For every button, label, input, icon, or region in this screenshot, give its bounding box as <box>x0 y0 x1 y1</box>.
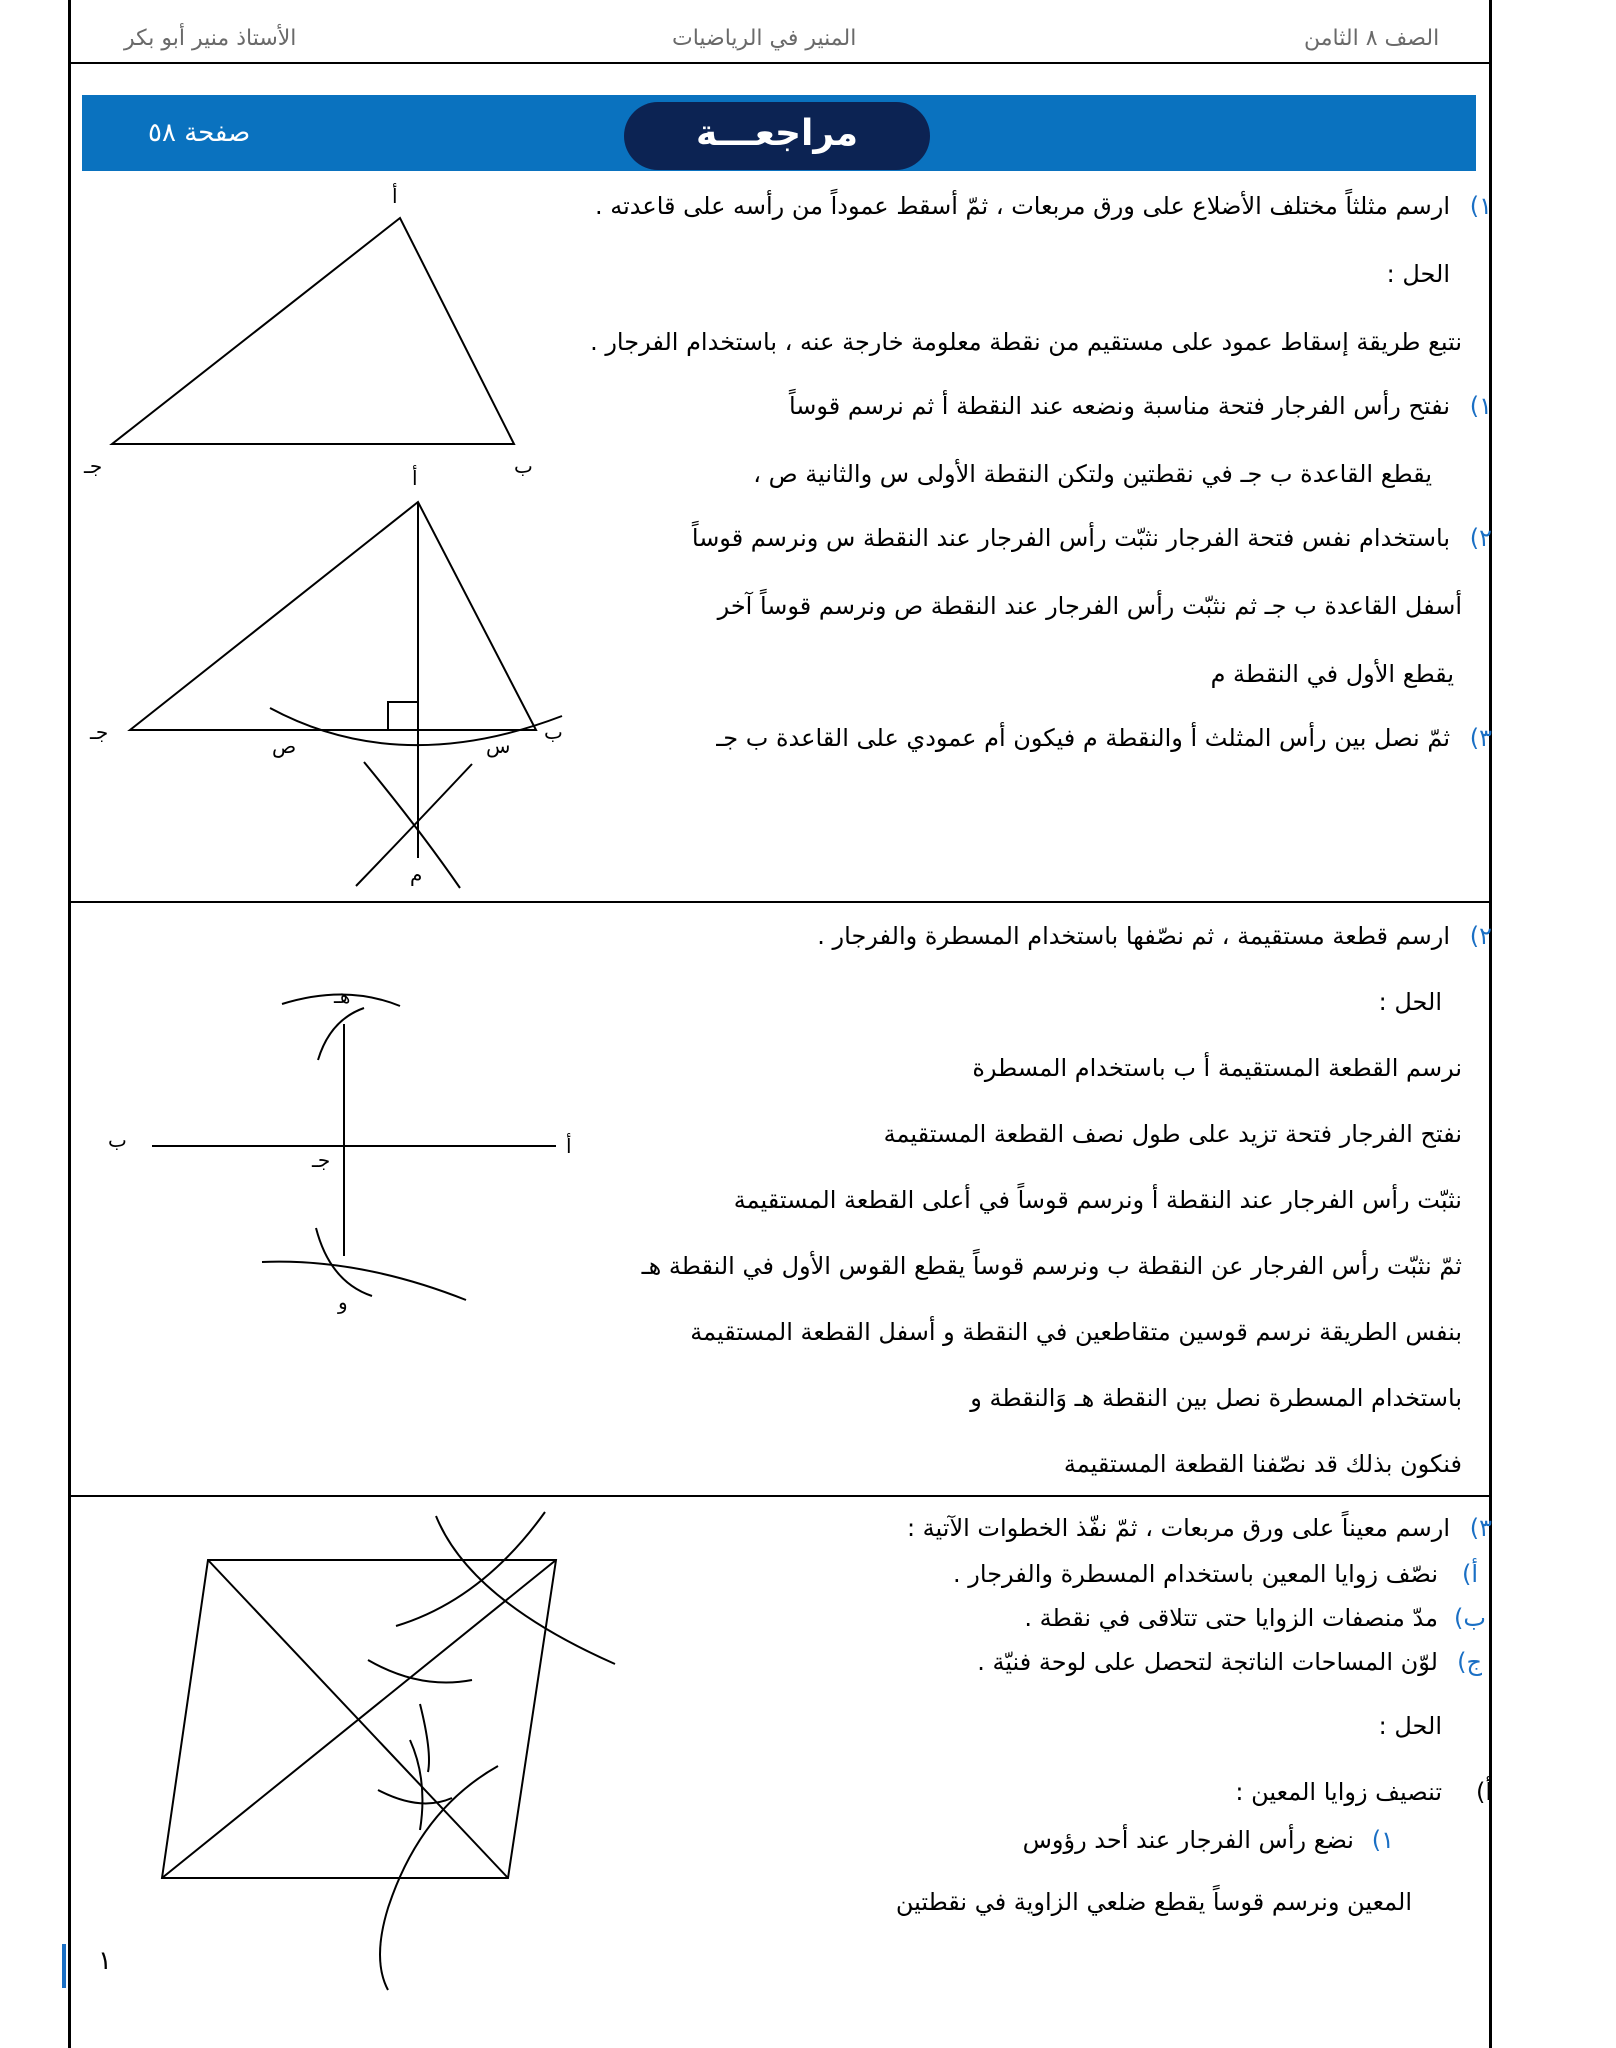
header-book-title: المنير في الرياضيات <box>672 26 857 51</box>
q3-task-b: مدّ منصفات الزوايا حتى تتلاقى في نقطة . <box>1024 1604 1438 1632</box>
q1-step2-line2: أسفل القاعدة ب جـ ثم نثبّت رأس الفرجار عند النقطة ص ونرسم قوساً آخر <box>717 592 1462 620</box>
fig4-arc <box>368 1660 472 1683</box>
q3-step1-line1: نضع رأس الفرجار عند أحد رؤوس <box>1022 1826 1354 1854</box>
q3-part-a-title: تنصيف زوايا المعين : <box>1235 1778 1442 1806</box>
q2-step-line: نفتح الفرجار فتحة تزيد على طول نصف القطعة المستقيمة <box>883 1120 1462 1148</box>
q2-solution-label: الحل : <box>1378 988 1442 1016</box>
q1-solution-label: الحل : <box>1386 260 1450 288</box>
q2-step-line: فنكون بذلك قد نصّفنا القطعة المستقيمة <box>1063 1450 1462 1478</box>
q1-step3-number: ٣) <box>1469 724 1492 752</box>
footer-page-number: ١ <box>98 1946 112 1976</box>
q1-step1-line1: نفتح رأس الفرجار فتحة مناسبة ونضعه عند النقطة أ ثم نرسم قوساً <box>788 392 1450 420</box>
fig3-arc-lower-b <box>262 1262 466 1300</box>
fig2-label-b: ب <box>544 720 563 744</box>
q2-step-line: باستخدام المسطرة نصل بين النقطة هـ وَالنقطة و <box>970 1384 1462 1412</box>
q1-step3: ثمّ نصل بين رأس المثلث أ والنقطة م فيكون أم عمودي على القاعدة ب جـ <box>716 724 1450 752</box>
fig4-arc <box>420 1704 429 1772</box>
fig1-label-j: جـ <box>84 454 103 478</box>
q2-step-line: بنفس الطريقة نرسم قوسين متقاطعين في النقطة و أسفل القطعة المستقيمة <box>690 1318 1462 1346</box>
fig3-label-b: ب <box>108 1128 127 1152</box>
q3-task-c-label: ج) <box>1457 1648 1482 1676</box>
fig3-label-j: جـ <box>312 1148 331 1172</box>
q1-step1-number: ١) <box>1469 392 1492 420</box>
q3-part-a-label: أ) <box>1475 1778 1492 1806</box>
fig2-right-angle-mark <box>388 702 418 730</box>
q3-task-c: لوّن المساحات الناتجة لتحصل على لوحة فنيّة . <box>977 1648 1438 1676</box>
fig2-label-p: ص <box>272 734 297 758</box>
fig1-triangle <box>112 218 514 444</box>
q1-number: ١) <box>1469 192 1492 220</box>
q1-intro: نتبع طريقة إسقاط عمود على مستقيم من نقطة معلومة خارجة عنه ، باستخدام الفرجار . <box>590 328 1462 356</box>
q2-step-line: ثمّ نثبّت رأس الفرجار عن النقطة ب ونرسم قوساً يقطع القوس الأول في النقطة هـ <box>641 1252 1462 1280</box>
q3-task-b-label: ب) <box>1454 1604 1486 1632</box>
q1-step2-line3: يقطع الأول في النقطة م <box>1210 660 1454 688</box>
header-author: الأستاذ منير أبو بكر <box>124 26 297 51</box>
q3-statement: ارسم معيناً على ورق مربعات ، ثمّ نفّذ الخطوات الآتية : <box>906 1514 1450 1542</box>
fig1-label-a: أ <box>392 184 398 208</box>
fig2-label-a: أ <box>412 466 418 490</box>
fig3-label-w: و <box>338 1290 348 1314</box>
fig1-label-b: ب <box>514 454 533 478</box>
fig3-arc-upper-b <box>318 1008 364 1060</box>
q1-step2-line1: باستخدام نفس فتحة الفرجار نثبّت رأس الفرجار عند النقطة س ونرسم قوساً <box>691 524 1450 552</box>
q1-statement: ارسم مثلثاً مختلف الأضلاع على ورق مربعات ، ثمّ أسقط عموداً من رأسه على قاعدته . <box>594 192 1450 220</box>
q3-step1-number: ١) <box>1371 1826 1394 1854</box>
banner-title: مراجعـــة <box>624 102 930 170</box>
fig2-arc-from-a <box>270 708 562 745</box>
margin-marker <box>62 1944 66 1988</box>
fig2-label-m: م <box>410 862 423 886</box>
q1-step1-line2: يقطع القاعدة ب جـ في نقطتين ولتكن النقطة الأولى س والثانية ص ، <box>753 460 1432 488</box>
fig4-arc <box>378 1790 452 1803</box>
fig2-label-j: جـ <box>90 720 109 744</box>
fig3-label-a: أ <box>566 1134 572 1158</box>
q3-task-a: نصّف زوايا المعين باستخدام المسطرة والفرجار . <box>953 1560 1438 1588</box>
q3-solution-label: الحل : <box>1378 1712 1442 1740</box>
q2-statement: ارسم قطعة مستقيمة ، ثم نصّفها باستخدام المسطرة والفرجار . <box>817 922 1450 950</box>
header-grade: الصف ٨ الثامن <box>1304 26 1440 51</box>
fig4-diagonal <box>162 1560 556 1878</box>
banner-page-ref: صفحة ٥٨ <box>148 118 251 148</box>
q2-step-line: نرسم القطعة المستقيمة أ ب باستخدام المسطرة <box>972 1054 1462 1082</box>
fig2-triangle <box>130 502 536 730</box>
q3-number: ٣) <box>1469 1514 1492 1542</box>
fig2-label-s: س <box>486 734 511 758</box>
q3-step1-line2: المعين ونرسم قوساً يقطع ضلعي الزاوية في نقطتين <box>895 1888 1412 1916</box>
fig3-label-h: هـ <box>334 984 351 1008</box>
q2-step-line: نثبّت رأس الفرجار عند النقطة أ ونرسم قوساً في أعلى القطعة المستقيمة <box>733 1186 1462 1214</box>
q3-task-a-label: أ) <box>1461 1560 1478 1588</box>
q2-number: ٢) <box>1469 922 1492 950</box>
q1-step2-number: ٢) <box>1469 524 1492 552</box>
